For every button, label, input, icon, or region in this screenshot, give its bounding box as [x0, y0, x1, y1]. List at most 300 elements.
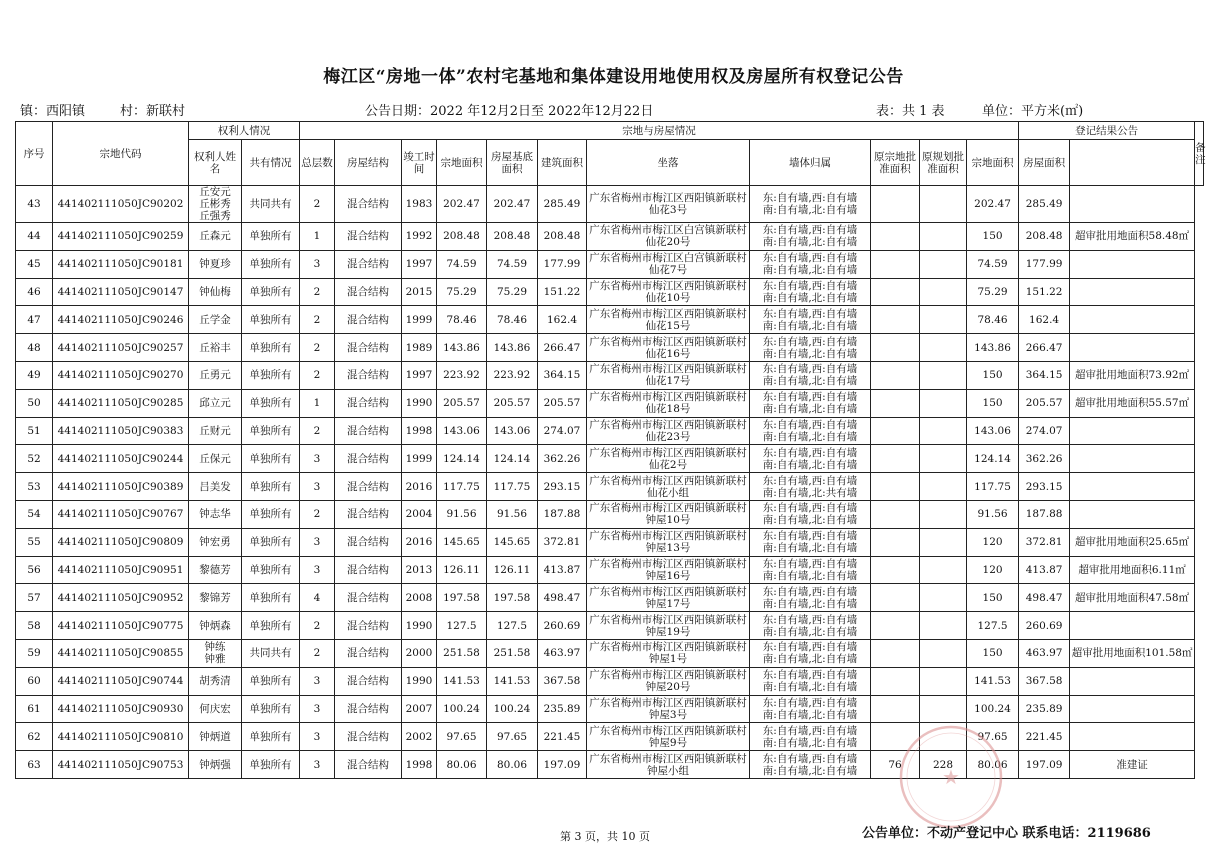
cell-orig-plan	[920, 223, 967, 251]
cell-floors: 3	[300, 528, 335, 556]
cell-land-area: 127.5	[437, 612, 487, 640]
table-row	[16, 584, 1204, 612]
cell-structure: 混合结构	[335, 473, 402, 501]
cell-location: 广东省梅州市梅江区西阳镇新联村钟屋9号	[587, 723, 750, 751]
cell-build-area: 266.47	[538, 334, 587, 362]
cell-note	[1070, 186, 1195, 223]
cell-land-area: 74.59	[437, 250, 487, 278]
cell-structure: 混合结构	[335, 500, 402, 528]
cell-result-house: 266.47	[1019, 334, 1070, 362]
cell-result-house: 162.4	[1019, 306, 1070, 334]
cell-result-land: 100.24	[967, 695, 1019, 723]
cell-floors: 3	[300, 695, 335, 723]
cell-share: 单独所有	[242, 306, 300, 334]
cell-year: 1998	[402, 751, 437, 779]
cell-structure: 混合结构	[335, 751, 402, 779]
cell-build-area: 197.09	[538, 751, 587, 779]
cell-code: 441402111050JC90744	[53, 667, 189, 695]
header-wall: 墙体归属	[750, 140, 871, 186]
cell-location: 广东省梅州市梅江区西阳镇新联村钟屋20号	[587, 667, 750, 695]
cell-note: 准建证	[1070, 751, 1195, 779]
cell-location: 广东省梅州市梅江区西阳镇新联村钟屋10号	[587, 500, 750, 528]
cell-note	[1070, 695, 1195, 723]
cell-code: 441402111050JC90952	[53, 584, 189, 612]
cell-orig-land	[871, 389, 920, 417]
cell-floors: 2	[300, 361, 335, 389]
cell-result-land: 127.5	[967, 612, 1019, 640]
cell-wall: 东:自有墙,西:自有墙 南:自有墙,北:自有墙	[750, 278, 871, 306]
cell-note	[1070, 278, 1195, 306]
cell-result-house: 367.58	[1019, 667, 1070, 695]
cell-result-land: 91.56	[967, 500, 1019, 528]
cell-note	[1070, 612, 1195, 640]
cell-code: 441402111050JC90855	[53, 639, 189, 667]
cell-structure: 混合结构	[335, 417, 402, 445]
cell-location: 广东省梅州市梅江区西阳镇新联村仙花17号	[587, 361, 750, 389]
cell-result-land: 202.47	[967, 186, 1019, 223]
cell-orig-plan	[920, 528, 967, 556]
cell-code: 441402111050JC90202	[53, 186, 189, 223]
cell-base-area: 124.14	[487, 445, 538, 473]
cell-result-house: 187.88	[1019, 500, 1070, 528]
cell-result-house: 151.22	[1019, 278, 1070, 306]
cell-seq: 43	[16, 186, 53, 223]
cell-result-land: 124.14	[967, 445, 1019, 473]
cell-note: 超审批用地面积6.11㎡	[1070, 556, 1195, 584]
cell-wall: 东:自有墙,西:自有墙 南:自有墙,北:自有墙	[750, 306, 871, 334]
cell-result-land: 150	[967, 361, 1019, 389]
cell-note: 超审批用地面积47.58㎡	[1070, 584, 1195, 612]
sheet-count: 表：共 1 表	[876, 104, 945, 119]
cell-build-area: 413.87	[538, 556, 587, 584]
cell-floors: 3	[300, 473, 335, 501]
cell-share: 单独所有	[242, 695, 300, 723]
cell-location: 广东省梅州市梅江区西阳镇新联村钟屋17号	[587, 584, 750, 612]
cell-structure: 混合结构	[335, 278, 402, 306]
cell-structure: 混合结构	[335, 667, 402, 695]
cell-result-house: 372.81	[1019, 528, 1070, 556]
cell-land-area: 208.48	[437, 223, 487, 251]
cell-structure: 混合结构	[335, 639, 402, 667]
cell-location: 广东省梅州市梅江区西阳镇新联村仙花18号	[587, 389, 750, 417]
cell-orig-land	[871, 639, 920, 667]
cell-location: 广东省梅州市梅江区西阳镇新联村仙花小组	[587, 473, 750, 501]
footer-contact: 公告单位：不动产登记中心 联系电话：2119686	[862, 826, 1151, 841]
cell-owner: 丘学金	[189, 306, 242, 334]
cell-code: 441402111050JC90270	[53, 361, 189, 389]
header-year: 竣工时间	[402, 140, 437, 186]
cell-base-area: 126.11	[487, 556, 538, 584]
cell-land-area: 75.29	[437, 278, 487, 306]
header-land-area: 宗地面积	[437, 140, 487, 186]
cell-structure: 混合结构	[335, 723, 402, 751]
cell-wall: 东:自有墙,西:自有墙 南:自有墙,北:自有墙	[750, 417, 871, 445]
cell-floors: 4	[300, 584, 335, 612]
cell-note	[1070, 250, 1195, 278]
cell-share: 单独所有	[242, 445, 300, 473]
cell-year: 1998	[402, 417, 437, 445]
cell-orig-plan	[920, 639, 967, 667]
cell-note	[1070, 417, 1195, 445]
cell-code: 441402111050JC90285	[53, 389, 189, 417]
cell-floors: 3	[300, 751, 335, 779]
cell-note: 超审批用地面积25.65㎡	[1070, 528, 1195, 556]
cell-result-land: 150	[967, 584, 1019, 612]
cell-owner: 钟仙梅	[189, 278, 242, 306]
cell-orig-plan	[920, 667, 967, 695]
cell-base-area: 141.53	[487, 667, 538, 695]
cell-base-area: 143.86	[487, 334, 538, 362]
cell-seq: 46	[16, 278, 53, 306]
cell-wall: 东:自有墙,西:自有墙 南:自有墙,北:自有墙	[750, 723, 871, 751]
cell-share: 单独所有	[242, 250, 300, 278]
cell-owner: 钟炳道	[189, 723, 242, 751]
cell-code: 441402111050JC90767	[53, 500, 189, 528]
cell-floors: 1	[300, 223, 335, 251]
table-row	[16, 556, 1204, 584]
cell-build-area: 463.97	[538, 639, 587, 667]
cell-owner: 钟炳森	[189, 612, 242, 640]
table-body	[16, 186, 1204, 779]
header-build-area: 建筑面积	[538, 140, 587, 186]
cell-location: 广东省梅州市梅江区西阳镇新联村仙花2号	[587, 445, 750, 473]
cell-orig-land	[871, 528, 920, 556]
cell-floors: 2	[300, 612, 335, 640]
cell-code: 441402111050JC90775	[53, 612, 189, 640]
cell-floors: 2	[300, 306, 335, 334]
cell-wall: 东:自有墙,西:自有墙 南:自有墙,北:自有墙	[750, 389, 871, 417]
cell-share: 单独所有	[242, 334, 300, 362]
cell-location: 广东省梅州市梅江区白宫镇新联村仙花7号	[587, 250, 750, 278]
cell-land-area: 117.75	[437, 473, 487, 501]
cell-result-house: 274.07	[1019, 417, 1070, 445]
cell-year: 2013	[402, 556, 437, 584]
cell-result-land: 143.06	[967, 417, 1019, 445]
cell-orig-land	[871, 361, 920, 389]
cell-build-area: 293.15	[538, 473, 587, 501]
cell-code: 441402111050JC90389	[53, 473, 189, 501]
cell-build-area: 162.4	[538, 306, 587, 334]
header-result-land: 宗地面积	[967, 140, 1019, 186]
cell-share: 单独所有	[242, 528, 300, 556]
cell-note	[1070, 334, 1195, 362]
cell-base-area: 202.47	[487, 186, 538, 223]
cell-build-area: 208.48	[538, 223, 587, 251]
cell-year: 2016	[402, 473, 437, 501]
cell-build-area: 285.49	[538, 186, 587, 223]
cell-owner: 胡秀清	[189, 667, 242, 695]
cell-floors: 3	[300, 667, 335, 695]
cell-land-area: 141.53	[437, 667, 487, 695]
cell-result-land: 150	[967, 639, 1019, 667]
header-seq: 序号	[16, 122, 53, 186]
header-note: 备注	[1195, 122, 1204, 186]
cell-owner: 黎德芳	[189, 556, 242, 584]
cell-build-area: 362.26	[538, 445, 587, 473]
cell-location: 广东省梅州市梅江区西阳镇新联村仙花3号	[587, 186, 750, 223]
cell-structure: 混合结构	[335, 361, 402, 389]
cell-year: 2016	[402, 528, 437, 556]
cell-result-house: 463.97	[1019, 639, 1070, 667]
cell-note	[1070, 667, 1195, 695]
cell-result-land: 75.29	[967, 278, 1019, 306]
cell-structure: 混合结构	[335, 556, 402, 584]
cell-wall: 东:自有墙,西:自有墙 南:自有墙,北:自有墙	[750, 556, 871, 584]
header-share: 共有情况	[242, 140, 300, 186]
header-location: 坐落	[587, 140, 750, 186]
cell-orig-plan	[920, 361, 967, 389]
cell-location: 广东省梅州市梅江区西阳镇新联村仙花23号	[587, 417, 750, 445]
cell-result-land: 120	[967, 528, 1019, 556]
cell-code: 441402111050JC90810	[53, 723, 189, 751]
cell-note: 超审批用地面积73.92㎡	[1070, 361, 1195, 389]
cell-orig-plan	[920, 389, 967, 417]
cell-structure: 混合结构	[335, 186, 402, 223]
header-orig-land: 原宗地批准面积	[871, 140, 920, 186]
header-orig-plan: 原规划批准面积	[920, 140, 967, 186]
cell-orig-plan	[920, 334, 967, 362]
cell-land-area: 78.46	[437, 306, 487, 334]
cell-build-area: 177.99	[538, 250, 587, 278]
cell-year: 2015	[402, 278, 437, 306]
cell-build-area: 221.45	[538, 723, 587, 751]
cell-orig-land	[871, 334, 920, 362]
cell-land-area: 143.86	[437, 334, 487, 362]
table-row	[16, 361, 1204, 389]
page-title: 梅江区“房地一体”农村宅基地和集体建设用地使用权及房屋所有权登记公告	[323, 67, 904, 87]
table-row	[16, 306, 1204, 334]
cell-base-area: 117.75	[487, 473, 538, 501]
cell-seq: 50	[16, 389, 53, 417]
table-row	[16, 278, 1204, 306]
cell-code: 441402111050JC90951	[53, 556, 189, 584]
cell-floors: 3	[300, 723, 335, 751]
cell-note	[1070, 445, 1195, 473]
cell-seq: 45	[16, 250, 53, 278]
cell-result-land: 97.65	[967, 723, 1019, 751]
cell-orig-plan	[920, 556, 967, 584]
cell-result-land: 150	[967, 389, 1019, 417]
cell-build-area: 498.47	[538, 584, 587, 612]
header-structure: 房屋结构	[335, 140, 402, 186]
cell-year: 1990	[402, 612, 437, 640]
header-owner: 权利人姓名	[189, 140, 242, 186]
cell-result-land: 78.46	[967, 306, 1019, 334]
cell-seq: 48	[16, 334, 53, 362]
cell-result-house: 205.57	[1019, 389, 1070, 417]
cell-share: 单独所有	[242, 389, 300, 417]
cell-owner: 钟炳强	[189, 751, 242, 779]
table-row	[16, 389, 1204, 417]
cell-result-house: 498.47	[1019, 584, 1070, 612]
cell-orig-plan	[920, 445, 967, 473]
cell-base-area: 251.58	[487, 639, 538, 667]
table-row	[16, 528, 1204, 556]
cell-code: 441402111050JC90147	[53, 278, 189, 306]
cell-orig-plan	[920, 306, 967, 334]
cell-land-area: 202.47	[437, 186, 487, 223]
cell-wall: 东:自有墙,西:自有墙 南:自有墙,北:自有墙	[750, 186, 871, 223]
cell-land-area: 124.14	[437, 445, 487, 473]
cell-year: 1992	[402, 223, 437, 251]
cell-base-area: 143.06	[487, 417, 538, 445]
cell-base-area: 100.24	[487, 695, 538, 723]
cell-build-area: 205.57	[538, 389, 587, 417]
cell-base-area: 223.92	[487, 361, 538, 389]
cell-share: 单独所有	[242, 556, 300, 584]
cell-wall: 东:自有墙,西:自有墙 南:自有墙,北:共有墙	[750, 473, 871, 501]
cell-seq: 56	[16, 556, 53, 584]
table-row	[16, 612, 1204, 640]
cell-owner: 丘森元	[189, 223, 242, 251]
cell-share: 单独所有	[242, 223, 300, 251]
cell-seq: 63	[16, 751, 53, 779]
cell-floors: 2	[300, 334, 335, 362]
table-row	[16, 667, 1204, 695]
cell-structure: 混合结构	[335, 584, 402, 612]
cell-wall: 东:自有墙,西:自有墙 南:自有墙,北:自有墙	[750, 751, 871, 779]
cell-land-area: 91.56	[437, 500, 487, 528]
cell-structure: 混合结构	[335, 695, 402, 723]
cell-result-land: 141.53	[967, 667, 1019, 695]
cell-wall: 东:自有墙,西:自有墙 南:自有墙,北:自有墙	[750, 584, 871, 612]
page-number: 第 3 页，共 10 页	[560, 830, 650, 843]
cell-orig-land	[871, 250, 920, 278]
cell-structure: 混合结构	[335, 528, 402, 556]
cell-share: 单独所有	[242, 723, 300, 751]
cell-seq: 59	[16, 639, 53, 667]
cell-owner: 丘安元 丘彬秀 丘强秀	[189, 186, 242, 223]
cell-orig-land	[871, 695, 920, 723]
cell-note: 超审批用地面积101.58㎡	[1070, 639, 1195, 667]
cell-location: 广东省梅州市梅江区西阳镇新联村钟屋3号	[587, 695, 750, 723]
cell-seq: 54	[16, 500, 53, 528]
cell-owner: 钟志华	[189, 500, 242, 528]
cell-orig-land	[871, 186, 920, 223]
table-row	[16, 334, 1204, 362]
table-row	[16, 445, 1204, 473]
cell-wall: 东:自有墙,西:自有墙 南:自有墙,北:自有墙	[750, 334, 871, 362]
cell-base-area: 197.58	[487, 584, 538, 612]
table-row	[16, 473, 1204, 501]
cell-result-house: 285.49	[1019, 186, 1070, 223]
cell-code: 441402111050JC90753	[53, 751, 189, 779]
cell-result-house: 293.15	[1019, 473, 1070, 501]
cell-structure: 混合结构	[335, 334, 402, 362]
registration-table	[15, 121, 1204, 779]
cell-location: 广东省梅州市梅江区西阳镇新联村仙花15号	[587, 306, 750, 334]
cell-share: 共同共有	[242, 639, 300, 667]
cell-wall: 东:自有墙,西:自有墙 南:自有墙,北:自有墙	[750, 250, 871, 278]
cell-seq: 61	[16, 695, 53, 723]
cell-land-area: 100.24	[437, 695, 487, 723]
cell-result-house: 413.87	[1019, 556, 1070, 584]
cell-seq: 47	[16, 306, 53, 334]
cell-code: 441402111050JC90930	[53, 695, 189, 723]
cell-year: 1999	[402, 445, 437, 473]
cell-share: 单独所有	[242, 473, 300, 501]
cell-result-land: 74.59	[967, 250, 1019, 278]
cell-share: 单独所有	[242, 612, 300, 640]
announcement-date: 公告日期：2022 年12月2日至 2022年12月22日	[365, 104, 654, 119]
cell-code: 441402111050JC90809	[53, 528, 189, 556]
town-label: 镇：西阳镇	[20, 104, 86, 119]
cell-wall: 东:自有墙,西:自有墙 南:自有墙,北:自有墙	[750, 667, 871, 695]
cell-floors: 2	[300, 500, 335, 528]
cell-wall: 东:自有墙,西:自有墙 南:自有墙,北:自有墙	[750, 223, 871, 251]
cell-result-land: 120	[967, 556, 1019, 584]
cell-land-area: 145.65	[437, 528, 487, 556]
cell-orig-land	[871, 612, 920, 640]
cell-floors: 3	[300, 445, 335, 473]
cell-code: 441402111050JC90181	[53, 250, 189, 278]
cell-year: 2008	[402, 584, 437, 612]
cell-owner: 吕美发	[189, 473, 242, 501]
cell-build-area: 372.81	[538, 528, 587, 556]
cell-share: 单独所有	[242, 751, 300, 779]
cell-year: 2007	[402, 695, 437, 723]
cell-wall: 东:自有墙,西:自有墙 南:自有墙,北:自有墙	[750, 500, 871, 528]
cell-location: 广东省梅州市梅江区西阳镇新联村钟屋16号	[587, 556, 750, 584]
cell-year: 2000	[402, 639, 437, 667]
cell-base-area: 208.48	[487, 223, 538, 251]
cell-land-area: 205.57	[437, 389, 487, 417]
cell-share: 单独所有	[242, 500, 300, 528]
cell-seq: 57	[16, 584, 53, 612]
cell-base-area: 91.56	[487, 500, 538, 528]
cell-location: 广东省梅州市梅江区西阳镇新联村钟屋1号	[587, 639, 750, 667]
cell-base-area: 145.65	[487, 528, 538, 556]
cell-floors: 3	[300, 556, 335, 584]
cell-result-house: 260.69	[1019, 612, 1070, 640]
cell-structure: 混合结构	[335, 389, 402, 417]
cell-result-land: 143.86	[967, 334, 1019, 362]
cell-orig-plan	[920, 250, 967, 278]
cell-owner: 丘保元	[189, 445, 242, 473]
cell-orig-land	[871, 584, 920, 612]
cell-orig-land	[871, 417, 920, 445]
official-seal	[896, 722, 1006, 832]
cell-result-house: 197.09	[1019, 751, 1070, 779]
cell-location: 广东省梅州市梅江区西阳镇新联村钟屋小组	[587, 751, 750, 779]
cell-orig-plan	[920, 473, 967, 501]
cell-result-land: 150	[967, 223, 1019, 251]
cell-wall: 东:自有墙,西:自有墙 南:自有墙,北:自有墙	[750, 639, 871, 667]
cell-orig-land	[871, 278, 920, 306]
cell-structure: 混合结构	[335, 612, 402, 640]
cell-land-area: 126.11	[437, 556, 487, 584]
cell-orig-plan	[920, 612, 967, 640]
cell-floors: 2	[300, 186, 335, 223]
cell-owner: 钟宏勇	[189, 528, 242, 556]
cell-wall: 东:自有墙,西:自有墙 南:自有墙,北:自有墙	[750, 528, 871, 556]
cell-orig-land: 76	[871, 751, 920, 779]
header-base-area: 房屋基底面积	[487, 140, 538, 186]
cell-base-area: 78.46	[487, 306, 538, 334]
cell-owner: 钟夏珍	[189, 250, 242, 278]
unit-label: 单位：平方米(㎡)	[982, 104, 1084, 119]
cell-owner: 何庆宏	[189, 695, 242, 723]
table-row	[16, 186, 1204, 223]
cell-seq: 62	[16, 723, 53, 751]
cell-note: 超审批用地面积58.48㎡	[1070, 223, 1195, 251]
cell-wall: 东:自有墙,西:自有墙 南:自有墙,北:自有墙	[750, 612, 871, 640]
cell-share: 单独所有	[242, 584, 300, 612]
cell-orig-plan	[920, 278, 967, 306]
cell-result-house: 364.15	[1019, 361, 1070, 389]
cell-floors: 3	[300, 250, 335, 278]
cell-orig-plan	[920, 584, 967, 612]
